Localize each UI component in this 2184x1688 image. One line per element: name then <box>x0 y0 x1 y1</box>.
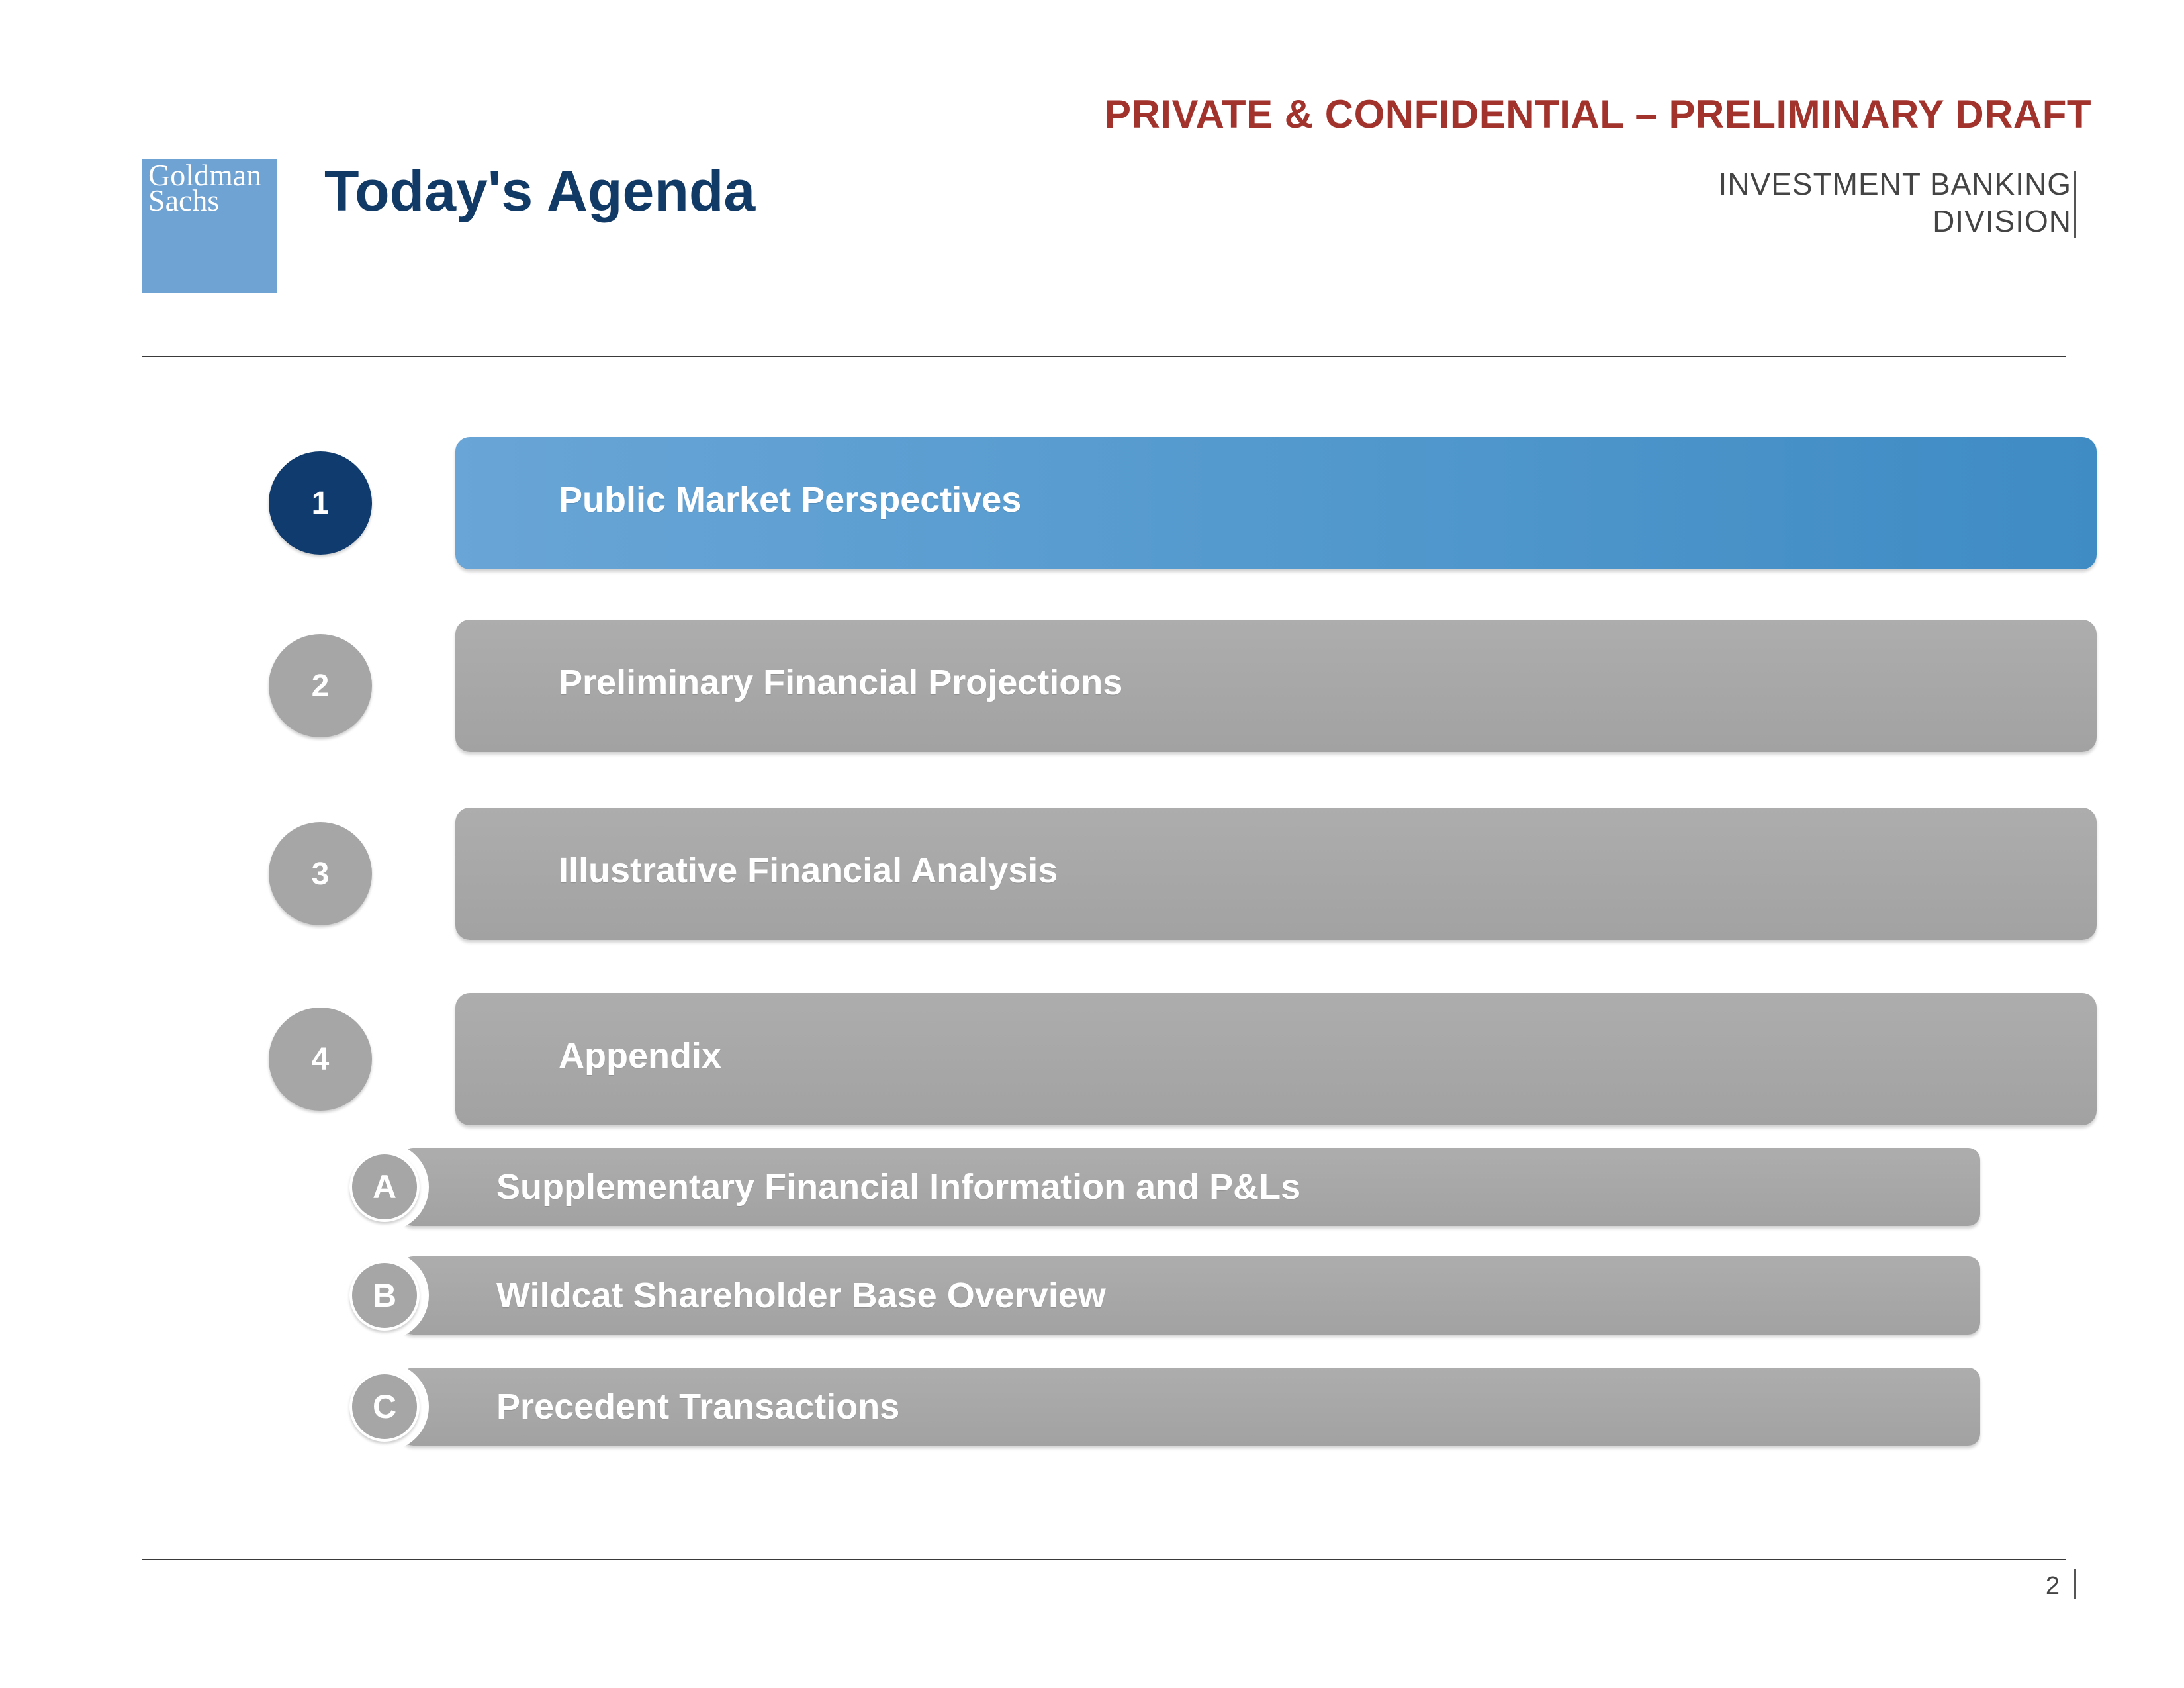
division-line-2: DIVISION <box>1933 204 2071 238</box>
agenda-item-label: Illustrative Financial Analysis <box>559 851 1058 890</box>
agenda-item-label: Preliminary Financial Projections <box>559 663 1123 702</box>
agenda-subitem-label: Precedent Transactions <box>496 1387 900 1427</box>
confidentiality-notice: PRIVATE & CONFIDENTIAL – PRELIMINARY DRAFT <box>1104 92 2091 136</box>
agenda-letter-badge: C <box>349 1372 420 1442</box>
goldman-sachs-logo <box>142 159 277 293</box>
logo-line-2: Sachs <box>148 183 220 217</box>
agenda-number-badge: 4 <box>269 1008 372 1111</box>
page-title: Today's Agenda <box>324 160 756 223</box>
agenda-number-badge: 2 <box>269 634 372 737</box>
division-line-1: INVESTMENT BANKING <box>1718 167 2071 201</box>
agenda-number-badge: 1 <box>269 451 372 555</box>
agenda-number-badge: 3 <box>269 822 372 925</box>
agenda-letter-badge: B <box>349 1260 420 1331</box>
agenda-subitem-label: Wildcat Shareholder Base Overview <box>496 1276 1106 1315</box>
header-rule <box>142 356 2066 357</box>
division-label <box>1719 165 2071 240</box>
agenda-item-label: Appendix <box>559 1036 722 1076</box>
page-number: 2 <box>2045 1572 2060 1600</box>
agenda-item-label: Public Market Perspectives <box>559 480 1022 520</box>
page-number-divider <box>2074 1569 2076 1599</box>
agenda-subitem-label: Supplementary Financial Information and P&Ls <box>496 1167 1301 1207</box>
division-divider <box>2074 171 2076 238</box>
footer-rule <box>142 1559 2066 1560</box>
logo-line-1: Goldman <box>148 158 262 192</box>
agenda-letter-badge: A <box>349 1152 420 1222</box>
